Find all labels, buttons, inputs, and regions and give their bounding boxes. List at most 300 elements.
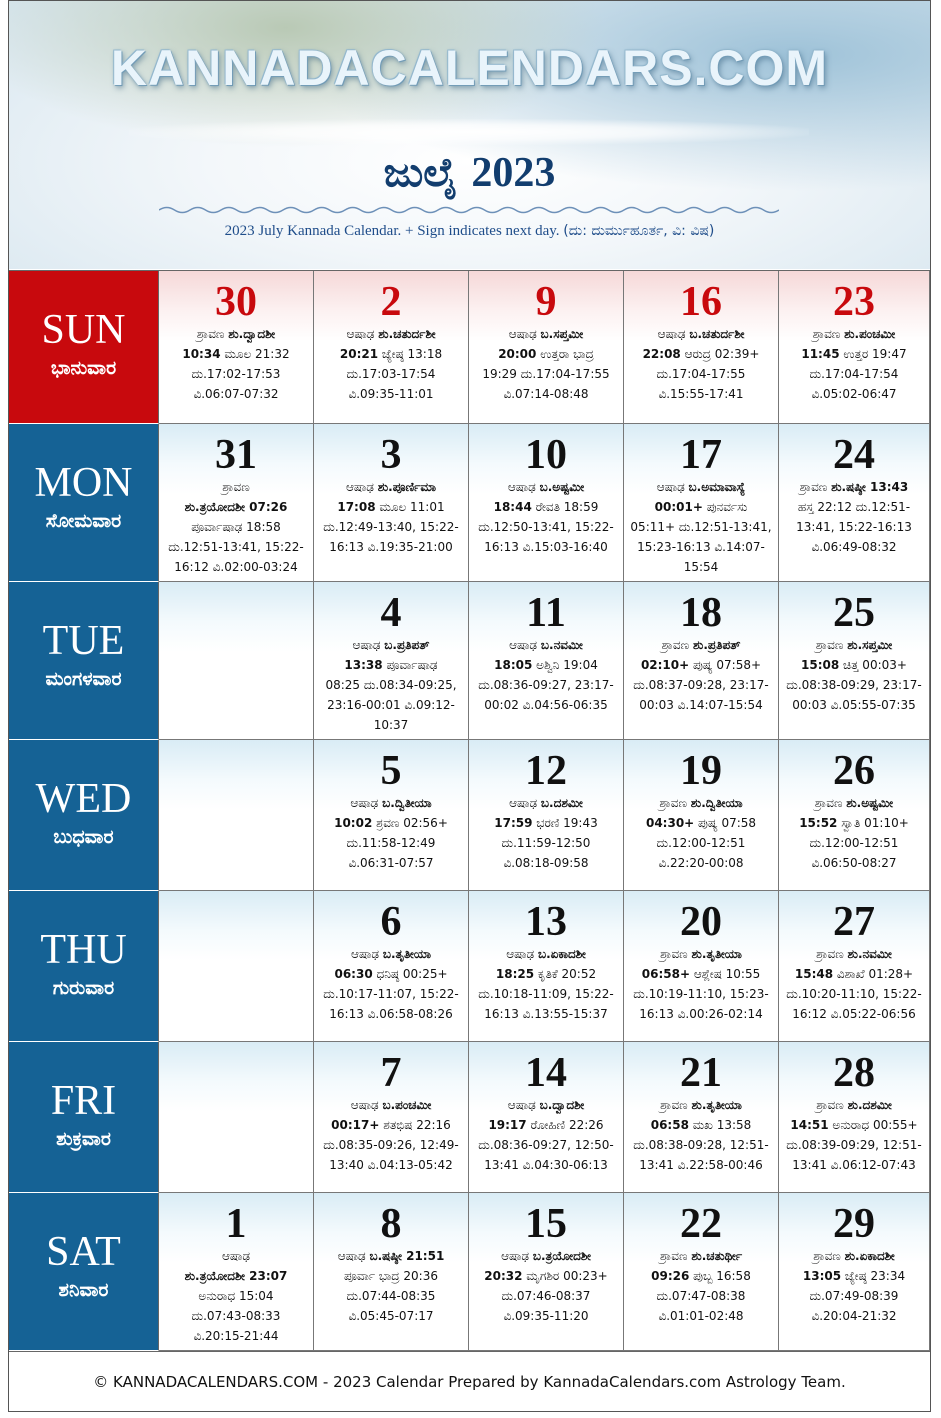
month-name: ಆಷಾಢ: [350, 796, 383, 810]
panchanga-line: [779, 793, 929, 813]
panchanga-line: [624, 384, 778, 404]
panchanga-line: [159, 1326, 313, 1346]
panchanga-line: [469, 695, 623, 715]
panchanga-text: ಅಶ್ವಿನಿ 19:04: [532, 658, 598, 672]
panchanga-line: [779, 1306, 929, 1326]
panchanga-text: ಶ್ರಾವಣ: [222, 480, 250, 494]
date-number: 30: [215, 279, 257, 325]
weekday-kannada: ಗುರುವಾರ: [52, 977, 115, 999]
panchanga-line: [624, 1135, 778, 1155]
panchanga-line: [469, 793, 623, 813]
panchanga-text: ದು.11:59-12:50: [501, 836, 591, 850]
time-highlight: 17:59: [494, 816, 533, 830]
panchanga-line: [314, 384, 468, 404]
weekday-kannada: ಭಾನುವಾರ: [50, 357, 117, 379]
weekday-english: WED: [35, 776, 132, 822]
panchanga-text: ದು.07:49-08:39: [809, 1289, 899, 1303]
week-row-mon: [9, 424, 930, 582]
tithi-name: ಶು.ಚತುರ್ಥೀ: [691, 1249, 743, 1263]
site-title: KANNADACALENDARS.COM: [110, 40, 829, 96]
day-cell: [779, 740, 930, 891]
panchanga-text: ಮಖ 13:58: [688, 1118, 752, 1132]
panchanga-line: [624, 813, 778, 833]
tithi-name: ಶು.ದ್ವಿತೀಯಾ: [690, 796, 743, 810]
tithi-name: ಶು.ದ್ವಾದಶೀ: [228, 327, 276, 341]
tithi-name: ಶು.ದಶಮೀ: [847, 1098, 892, 1112]
day-cell: [779, 1193, 930, 1351]
panchanga-text: ಪುಷ್ಯ 07:58: [694, 816, 757, 830]
panchanga-line: [624, 1266, 778, 1286]
panchanga-text: ಕೃತಿಕೆ 20:52: [534, 967, 597, 981]
panchanga-line: [779, 964, 929, 984]
panchanga-line: [314, 635, 468, 655]
panchanga-line: [779, 675, 929, 695]
tithi-name: ಬ.ತೃತೀಯಾ: [382, 947, 431, 961]
panchanga-line: [159, 384, 313, 404]
month-name: ಆಷಾಢ: [506, 947, 538, 961]
panchanga-text: ಭರಣಿ 19:43: [532, 816, 598, 830]
time-highlight: 18:25: [495, 967, 535, 981]
header-glow: [129, 119, 809, 145]
day-cell: [624, 891, 779, 1042]
day-cell: [469, 891, 624, 1042]
panchanga-line: [314, 655, 468, 675]
day-cell: [624, 271, 779, 424]
panchanga-text: ಜ್ಯೇಷ್ಠ 13:18: [378, 347, 443, 361]
panchanga-text: 00:03 ವಿ.05:55-07:35: [792, 698, 916, 712]
panchanga-line: [779, 853, 929, 873]
panchanga-text: ರೋಹಿಣಿ 22:26: [526, 1118, 604, 1132]
week-row-wed: [9, 740, 930, 891]
panchanga-line: [159, 1306, 313, 1326]
panchanga-line: [469, 984, 623, 1004]
panchanga-line: [314, 944, 468, 964]
day-cell: [779, 582, 930, 740]
panchanga-line: [624, 853, 778, 873]
panchanga-text: ವಿ.06:07-07:32: [193, 387, 279, 401]
panchanga-line: [314, 344, 468, 364]
panchanga-text: 15:23-16:13 ವಿ.14:07-: [637, 540, 765, 554]
day-cell: [469, 424, 624, 582]
panchanga-text: 08:25 ದು.08:34-09:25,: [325, 678, 457, 692]
weekday-kannada: ಬುಧವಾರ: [53, 826, 114, 848]
time-highlight: 22:08: [642, 347, 681, 361]
panchanga-line: [469, 344, 623, 364]
panchanga-line: [469, 833, 623, 853]
month-name: ಶ್ರಾವಣ: [812, 327, 845, 341]
panchanga-line: [159, 517, 313, 537]
tithi-name: ಶು.ಸಪ್ತಮೀ: [847, 638, 893, 652]
panchanga-line: [314, 537, 468, 557]
panchanga-text: 16:13 ವಿ.06:58-08:26: [329, 1007, 453, 1021]
panchanga-line: [314, 1266, 468, 1286]
week-row-sat: [9, 1193, 930, 1351]
panchanga-text: ಪುಬ್ಬ 16:58: [689, 1269, 751, 1283]
panchanga-line: [469, 635, 623, 655]
day-cell: [779, 891, 930, 1042]
day-cell: [469, 271, 624, 424]
panchanga-line: [314, 813, 468, 833]
weekday-label: [9, 271, 159, 424]
time-highlight: 06:58: [650, 1118, 689, 1132]
tithi-name: ಶು.ಚತುರ್ದಶೀ: [378, 327, 436, 341]
panchanga-line: [469, 1135, 623, 1155]
panchanga-text: ಉತ್ತರಾ ಭಾದ್ರ: [536, 347, 594, 361]
time-highlight: 20:21: [339, 347, 379, 361]
panchanga-text: ದು.10:17-11:07, 15:22-: [323, 987, 459, 1001]
panchanga-line: [314, 1286, 468, 1306]
panchanga-text: 23:16-00:01 ವಿ.09:12-: [327, 698, 455, 712]
panchanga-line: [779, 1004, 929, 1024]
date-number: 9: [535, 279, 557, 325]
date-number: 27: [833, 899, 875, 945]
panchanga-line: [624, 517, 778, 537]
panchanga-text: 16:13 ವಿ.19:35-21:00: [329, 540, 453, 554]
panchanga-line: [469, 655, 623, 675]
panchanga-line: [779, 813, 929, 833]
date-number: 12: [525, 748, 567, 794]
time-highlight: 18:05: [494, 658, 533, 672]
panchanga-line: [469, 477, 623, 497]
panchanga-line: [469, 517, 623, 537]
day-cell: [159, 424, 314, 582]
panchanga-line: [469, 1115, 623, 1135]
weekday-label: [9, 1193, 159, 1351]
panchanga-line: [159, 537, 313, 557]
subtitle-legend: (ದು: ದುರ್ಮುಹೂರ್ತ, ವಿ: ವಿಷ): [563, 223, 715, 239]
year: 2023: [471, 150, 556, 196]
panchanga-line: [469, 853, 623, 873]
tithi-name: ಶು.ಪೂರ್ಣಿಮಾ: [377, 480, 437, 494]
week-row-sun: [9, 271, 930, 424]
panchanga-text: ಸ್ವಾತಿ 01:10+: [837, 816, 909, 830]
day-cell: [779, 271, 930, 424]
time-highlight: 15:48: [794, 967, 834, 981]
panchanga-text: ರೇವತಿ 18:59: [531, 500, 599, 514]
date-number: 19: [680, 748, 722, 794]
day-cell: [624, 740, 779, 891]
panchanga-line: [779, 364, 929, 384]
panchanga-text: ವಿ.05:02-06:47: [811, 387, 897, 401]
panchanga-text: ವಿ.01:01-02:48: [658, 1309, 744, 1323]
day-cell: [469, 1193, 624, 1351]
month-name: ಆಷಾಢ: [345, 480, 378, 494]
panchanga-line: [624, 635, 778, 655]
panchanga-text: ದು.12:51-13:41, 15:22-: [168, 540, 304, 554]
panchanga-text: 15:54: [683, 560, 719, 574]
panchanga-line: [469, 813, 623, 833]
panchanga-text: ವಿ.06:49-08:32: [811, 540, 897, 554]
month-name: ಆಷಾಢ: [509, 638, 541, 652]
panchanga-text: ಜ್ಯೇಷ್ಠ 23:34: [841, 1269, 906, 1283]
panchanga-line: [159, 364, 313, 384]
panchanga-line: [314, 1095, 468, 1115]
panchanga-line: [624, 557, 778, 577]
panchanga-line: [314, 1155, 468, 1175]
tithi-name: ಶು.ಏಕಾದಶೀ: [844, 1249, 895, 1263]
panchanga-text: ವಿ.07:14-08:48: [503, 387, 589, 401]
panchanga-text: 05:11+ ದು.12:51-13:41,: [630, 520, 772, 534]
panchanga-line: [624, 675, 778, 695]
time-highlight: 20:00: [498, 347, 537, 361]
panchanga-text: ದು.17:04-17:55: [656, 367, 746, 381]
panchanga-line: [469, 1286, 623, 1306]
panchanga-line: [314, 324, 468, 344]
panchanga-text: ಆಶ್ಲೇಷ 10:55: [690, 967, 761, 981]
panchanga-line: [779, 517, 929, 537]
tithi-name: ಶು.ಪ್ರತಿಪತ್: [692, 638, 741, 652]
panchanga-text: ದು.07:43-08:33: [191, 1309, 281, 1323]
time-highlight: 20:32: [484, 1269, 523, 1283]
tithi-name: ಬ.ಷಷ್ಠೀ 21:51: [369, 1249, 445, 1263]
month-name: ಆಷಾಢ: [657, 327, 690, 341]
day-cell: [314, 424, 469, 582]
panchanga-line: [314, 364, 468, 384]
time-highlight: 13:05: [802, 1269, 842, 1283]
panchanga-line: [469, 324, 623, 344]
day-cell: [469, 740, 624, 891]
panchanga-line: [314, 1004, 468, 1024]
panchanga-text: ದು.12:49-13:40, 15:22-: [323, 520, 459, 534]
panchanga-text: ಪೂರ್ವಾ ಭಾದ್ರ 20:36: [343, 1269, 438, 1283]
panchanga-line: [159, 324, 313, 344]
date-number: 3: [380, 432, 402, 478]
month-name: ಶ್ರಾವಣ: [659, 796, 691, 810]
panchanga-text: ಆಷಾಢ: [222, 1249, 250, 1263]
panchanga-text: ದು.17:03-17:54: [346, 367, 436, 381]
panchanga-line: [624, 1004, 778, 1024]
date-number: 21: [680, 1050, 722, 1096]
panchanga-line: [314, 695, 468, 715]
month-title: [9, 149, 930, 197]
panchanga-text: ಮೂಲ 21:32: [220, 347, 290, 361]
panchanga-line: [469, 384, 623, 404]
panchanga-line: [779, 1246, 929, 1266]
day-cell: [469, 582, 624, 740]
month-name: ಆಷಾಢ: [352, 638, 385, 652]
date-number: 28: [833, 1050, 875, 1096]
panchanga-line: [469, 1004, 623, 1024]
panchanga-text: ಮೂಲ 11:01: [375, 500, 445, 514]
weekday-english: SAT: [46, 1229, 121, 1275]
date-number: 8: [380, 1201, 402, 1247]
month-name: ಆಷಾಢ: [507, 480, 540, 494]
panchanga-line: [469, 1266, 623, 1286]
tithi-name: ಬ.ದ್ವಾದಶೀ: [539, 1098, 585, 1112]
day-cell: [624, 1042, 779, 1193]
date-number: 22: [680, 1201, 722, 1247]
panchanga-line: [779, 477, 929, 497]
panchanga-line: [469, 364, 623, 384]
date-number: 15: [525, 1201, 567, 1247]
panchanga-text: ದು.12:00-12:51: [656, 836, 746, 850]
date-number: 14: [525, 1050, 567, 1096]
date-number: 25: [833, 590, 875, 636]
tithi-name: ಬ.ದ್ವಿತೀಯಾ: [382, 796, 432, 810]
panchanga-line: [159, 497, 313, 517]
panchanga-line: [779, 384, 929, 404]
panchanga-text: 16:13 ವಿ.15:03-16:40: [484, 540, 608, 554]
date-number: 13: [525, 899, 567, 945]
date-number: 10: [525, 432, 567, 478]
panchanga-line: [779, 1135, 929, 1155]
time-highlight: 13:38: [344, 658, 383, 672]
date-number: 7: [380, 1050, 402, 1096]
date-number: 2: [380, 279, 402, 325]
panchanga-text: 00:03 ವಿ.14:07-15:54: [639, 698, 763, 712]
weekday-english: MON: [34, 460, 133, 506]
panchanga-line: [314, 853, 468, 873]
panchanga-line: [779, 635, 929, 655]
panchanga-line: [624, 1246, 778, 1266]
panchanga-line: [779, 1266, 929, 1286]
panchanga-text: 13:41 ವಿ.04:30-06:13: [484, 1158, 608, 1172]
panchanga-line: [624, 1095, 778, 1115]
time-highlight: ಶು.ತ್ರಯೋದಶೀ 23:07: [184, 1269, 288, 1283]
panchanga-text: ವಿ.15:55-17:41: [658, 387, 744, 401]
month-name: ಆಷಾಢ: [337, 1249, 370, 1263]
tithi-name: ಶು.ಅಷ್ಟಮೀ: [846, 796, 894, 810]
month-name: ಜುಲೈ: [383, 150, 458, 196]
day-cell: [779, 1042, 930, 1193]
panchanga-line: [469, 1095, 623, 1115]
panchanga-text: 10:37: [373, 718, 409, 732]
panchanga-text: ವಿ.20:15-21:44: [193, 1329, 279, 1343]
panchanga-line: [314, 833, 468, 853]
month-name: ಶ್ರಾವಣ: [661, 638, 693, 652]
panchanga-text: ಆರುದ್ರ 02:39+: [680, 347, 760, 361]
time-highlight: 00:17+: [331, 1118, 380, 1132]
panchanga-line: [779, 324, 929, 344]
panchanga-text: ದು.10:19-11:10, 15:23-: [633, 987, 769, 1001]
time-highlight: 19:17: [488, 1118, 527, 1132]
panchanga-text: 00:02 ವಿ.04:56-06:35: [484, 698, 608, 712]
day-cell: [159, 1193, 314, 1351]
panchanga-text: ದು.12:50-13:41, 15:22-: [478, 520, 614, 534]
panchanga-text: 16:13 ವಿ.00:26-02:14: [639, 1007, 763, 1021]
day-cell: [779, 424, 930, 582]
panchanga-line: [469, 1246, 623, 1266]
time-highlight: 18:44: [493, 500, 532, 514]
panchanga-text: ಚಿತ್ತ 00:03+: [839, 658, 907, 672]
panchanga-line: [314, 497, 468, 517]
panchanga-text: ಪೂರ್ವಾಷಾಢ 18:58: [191, 520, 281, 534]
date-number: 11: [526, 590, 566, 636]
panchanga-line: [624, 833, 778, 853]
time-highlight: 09:26: [651, 1269, 690, 1283]
weekday-kannada: ಮಂಗಳವಾರ: [45, 668, 122, 690]
panchanga-text: ಪೂರ್ವಾಷಾಢ: [382, 658, 438, 672]
panchanga-text: ದು.17:04-17:54: [809, 367, 899, 381]
panchanga-text: ಪುನರ್ವಸು: [702, 500, 748, 514]
panchanga-line: [779, 944, 929, 964]
panchanga-text: ದು.08:38-09:28, 12:51-: [633, 1138, 769, 1152]
panchanga-text: 13:41 ವಿ.06:12-07:43: [792, 1158, 916, 1172]
ornament-divider: [159, 205, 779, 215]
panchanga-line: [469, 1155, 623, 1175]
week-row-tue: [9, 582, 930, 740]
time-highlight: 10:02: [334, 816, 373, 830]
tithi-name: ಶು.ತೃತೀಯಾ: [691, 1098, 742, 1112]
month-name: ಶ್ರಾವಣ: [660, 1098, 692, 1112]
panchanga-text: 13:41 ವಿ.22:58-00:46: [639, 1158, 763, 1172]
month-name: ಆಷಾಢ: [656, 480, 689, 494]
panchanga-line: [779, 537, 929, 557]
panchanga-line: [624, 497, 778, 517]
weekday-kannada: ಶುಕ್ರವಾರ: [56, 1128, 111, 1150]
tithi-name: ಶು.ಪಂಚಮೀ: [844, 327, 896, 341]
panchanga-line: [624, 944, 778, 964]
weekday-label: [9, 424, 159, 582]
panchanga-line: [314, 1135, 468, 1155]
weekday-label: [9, 1042, 159, 1193]
panchanga-line: [624, 537, 778, 557]
month-name: ಶ್ರಾವಣ: [196, 327, 229, 341]
month-name: ಆಷಾಢ: [508, 327, 541, 341]
panchanga-text: ವಿ.22:20-00:08: [658, 856, 744, 870]
panchanga-text: ವಿ.09:35-11:20: [503, 1309, 589, 1323]
panchanga-text: ವಿ.06:50-08:27: [811, 856, 897, 870]
panchanga-line: [159, 344, 313, 364]
panchanga-line: [779, 497, 929, 517]
panchanga-text: ವಿ.08:18-09:58: [503, 856, 589, 870]
panchanga-text: ವಿ.05:45-07:17: [348, 1309, 434, 1323]
panchanga-text: ಅನುರಾಧ 15:04: [198, 1289, 274, 1303]
panchanga-line: [779, 984, 929, 1004]
time-highlight: 15:52: [799, 816, 838, 830]
panchanga-line: [159, 1286, 313, 1306]
tithi-name: ಬ.ಚತುರ್ದಶೀ: [689, 327, 745, 341]
panchanga-text: ದು.07:46-08:37: [501, 1289, 591, 1303]
panchanga-line: [314, 793, 468, 813]
day-cell: [314, 271, 469, 424]
panchanga-text: ದು.10:20-11:10, 15:22-: [786, 987, 922, 1001]
panchanga-line: [779, 655, 929, 675]
day-cell: [314, 1193, 469, 1351]
tithi-name: ಬ.ಅಷ್ಟಮೀ: [539, 480, 585, 494]
panchanga-text: 19:29 ದು.17:04-17:55: [482, 367, 610, 381]
day-cell: [624, 582, 779, 740]
tithi-name: ಶು.ತೃತೀಯಾ: [691, 947, 742, 961]
panchanga-line: [779, 1286, 929, 1306]
weekday-label: [9, 582, 159, 740]
panchanga-line: [624, 364, 778, 384]
panchanga-text: ವಿ.06:31-07:57: [348, 856, 434, 870]
month-name: ಆಷಾಢ: [507, 1098, 540, 1112]
month-name: ಶ್ರಾವಣ: [659, 1249, 692, 1263]
month-name: ಶ್ರಾವಣ: [814, 796, 847, 810]
panchanga-line: [314, 675, 468, 695]
weekday-label: [9, 891, 159, 1042]
panchanga-text: ಹಸ್ತ 22:12 ದು.12:51-: [797, 500, 911, 514]
panchanga-line: [314, 1306, 468, 1326]
panchanga-line: [624, 984, 778, 1004]
time-highlight: 10:34: [182, 347, 221, 361]
weekday-english: TUE: [42, 618, 125, 664]
tithi-name: ಬ.ನವಮೀ: [540, 638, 583, 652]
date-number: 5: [380, 748, 402, 794]
panchanga-line: [624, 695, 778, 715]
panchanga-line: [469, 537, 623, 557]
panchanga-line: [624, 1306, 778, 1326]
weekday-english: THU: [40, 927, 127, 973]
day-cell: [624, 424, 779, 582]
date-number: 26: [833, 748, 875, 794]
time-highlight: ಶು.ತ್ರಯೋದಶೀ 07:26: [184, 500, 288, 514]
date-number: 1: [225, 1201, 247, 1247]
calendar-page: [8, 0, 931, 1412]
date-number: 16: [680, 279, 722, 325]
